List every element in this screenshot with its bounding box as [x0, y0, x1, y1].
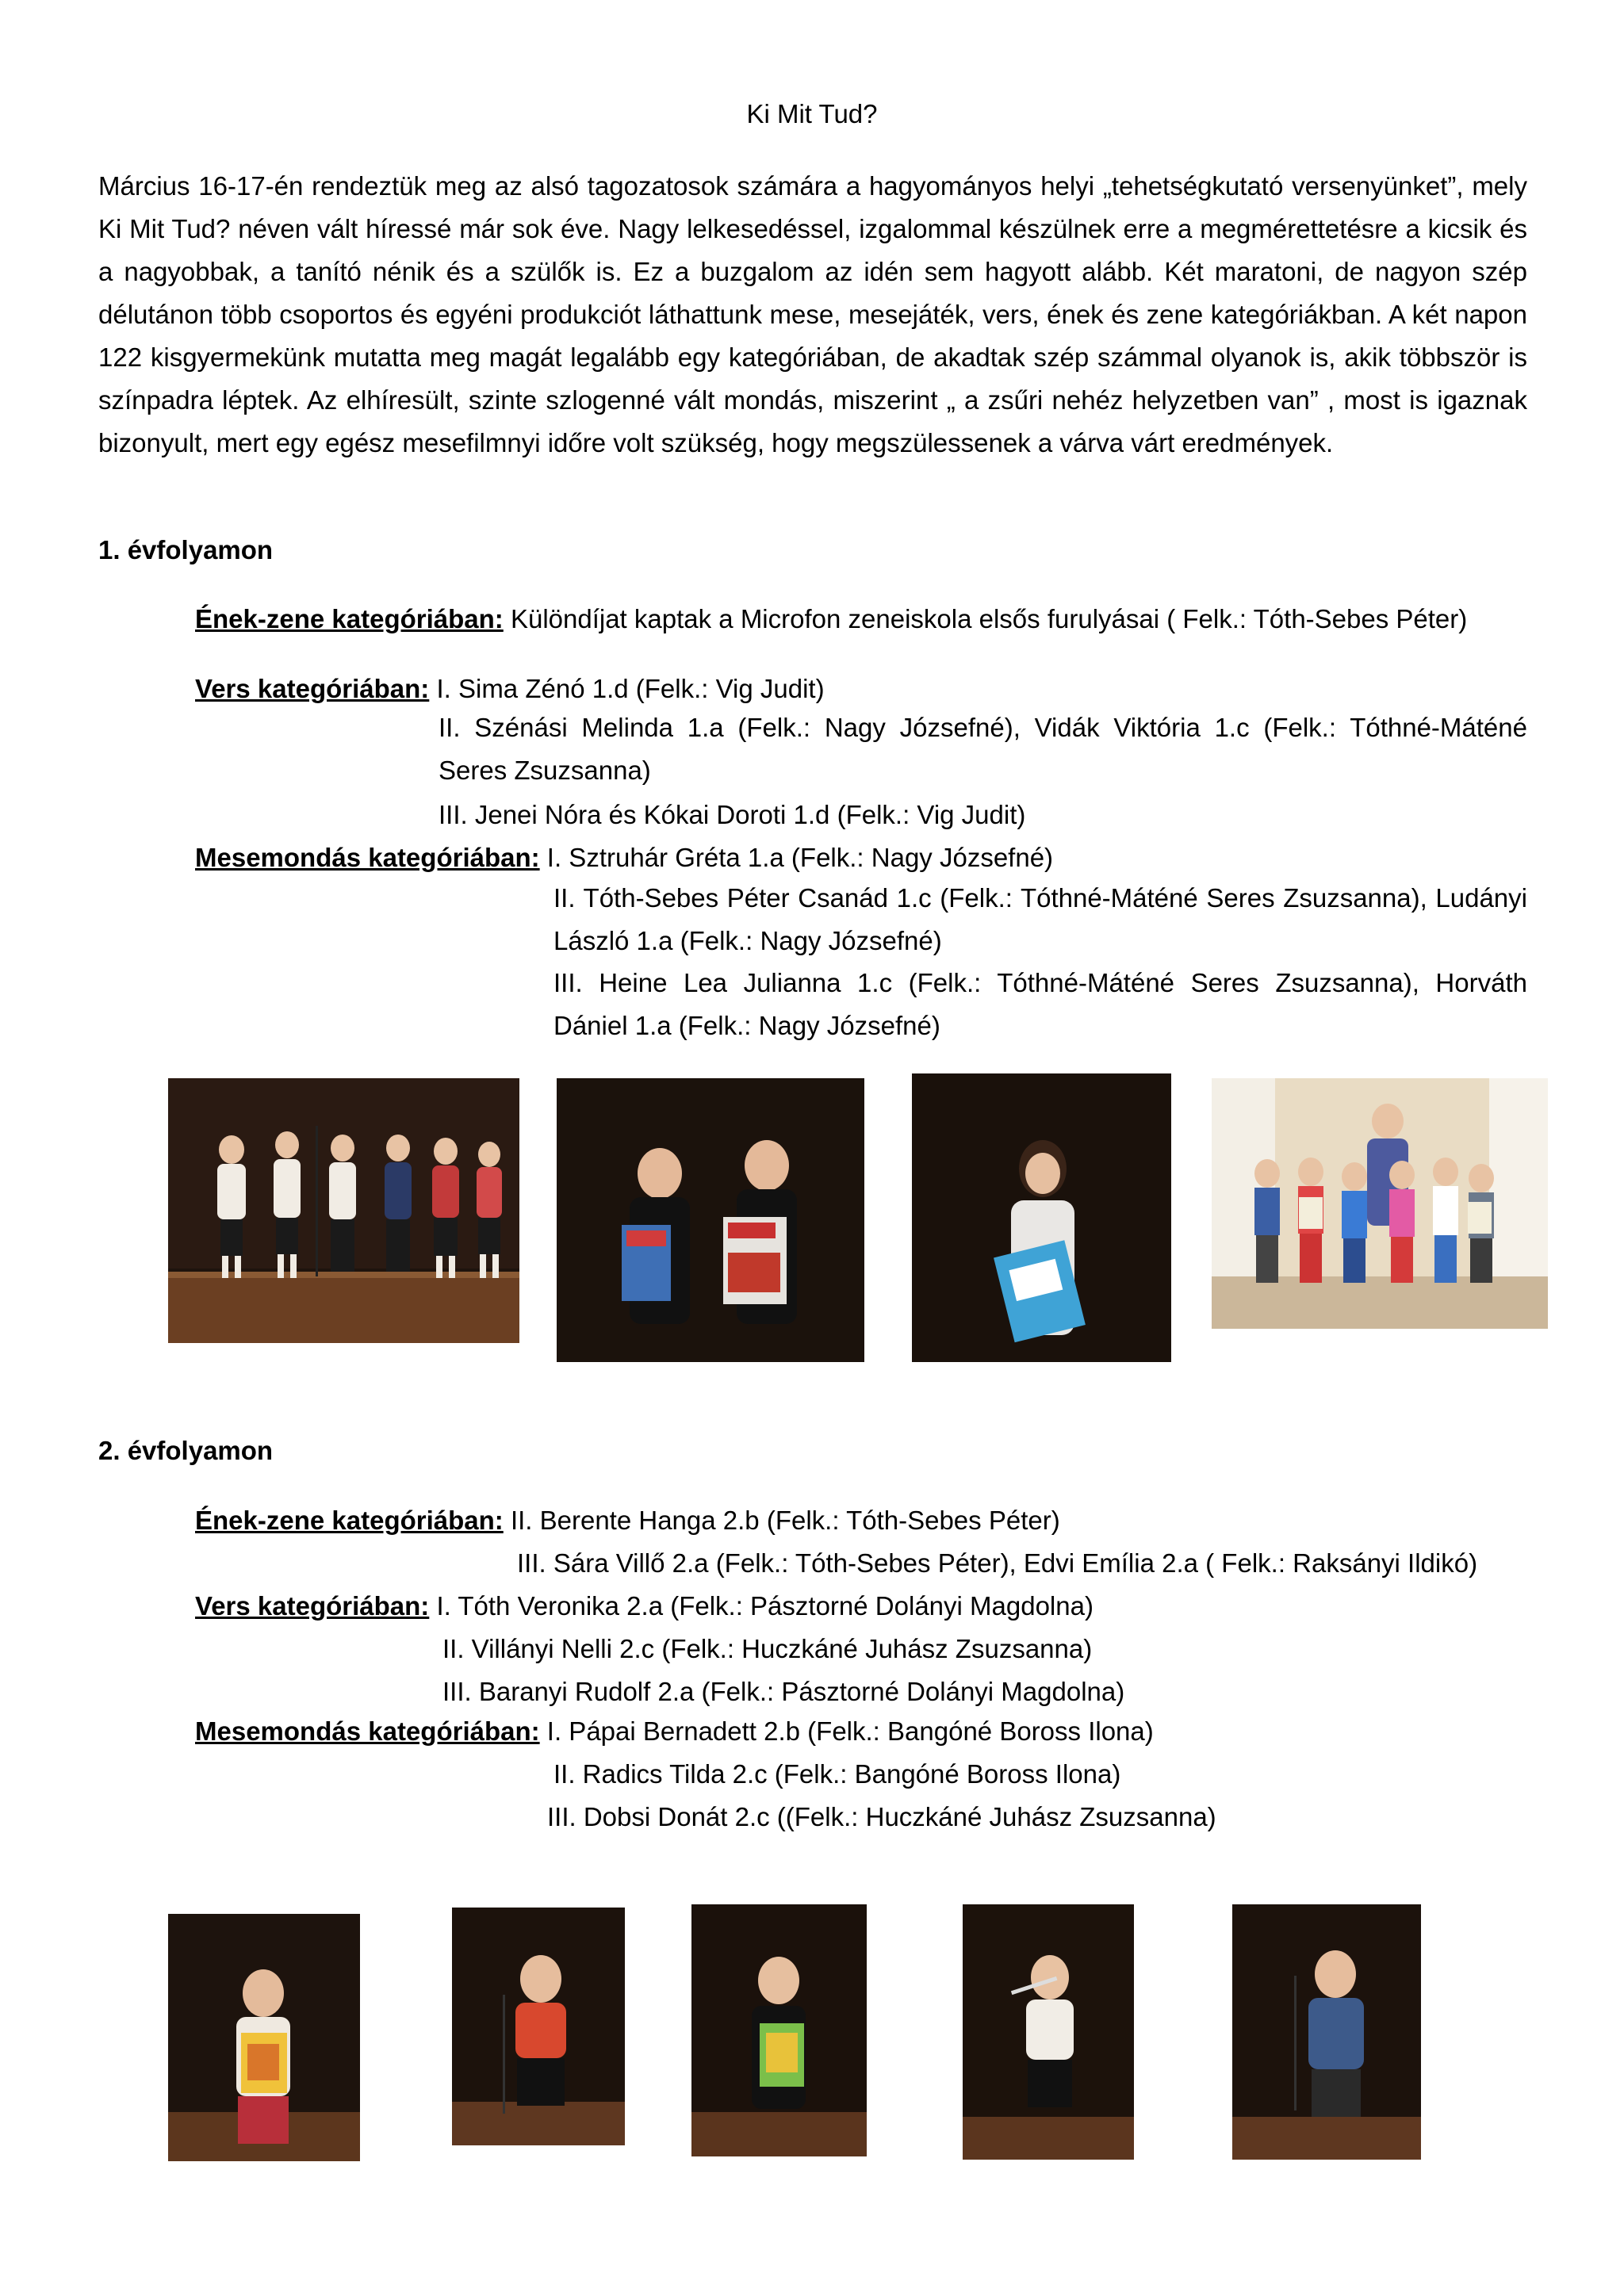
grade1-mese-3: III. Heine Lea Julianna 1.c (Felk.: Tóthné-Máténé Seres Zsuzsanna), Horváth Dániel 1.a (Felk.: Nagy Józsefné) — [553, 968, 1527, 1040]
grade2-enek-2: III. Sára Villő 2.a (Felk.: Tóth-Sebes Péter), Edvi Emília 2.a ( Felk.: Raksányi Ildikó) — [517, 1548, 1478, 1578]
grade1-enek-label: Ének-zene kategóriában: — [195, 604, 504, 633]
grade2-heading: 2. évfolyamon — [98, 1436, 274, 1465]
grade1-vers-1: I. Sima Zénó 1.d (Felk.: Vig Judit) — [436, 674, 825, 703]
grade1-mese-line — [195, 842, 1053, 874]
photo-girl-stage-book — [168, 1914, 360, 2161]
grade2-mese-2: II. Radics Tilda 2.c (Felk.: Bangóné Boross Ilona) — [553, 1759, 1121, 1789]
photo-two-boys-books — [557, 1078, 864, 1362]
photo-girl-microphone — [452, 1908, 625, 2145]
photo-classroom-group — [1212, 1078, 1548, 1329]
photo-girl-glasses-book — [691, 1904, 867, 2156]
grade2-enek-label: Ének-zene kategóriában: — [195, 1506, 504, 1535]
grade1-vers-3: III. Jenei Nóra és Kókai Doroti 1.d (Felk.: Vig Judit) — [439, 800, 1026, 829]
grade2-mese-line — [195, 1716, 1154, 1747]
grade1-mese-1: I. Sztruhár Gréta 1.a (Felk.: Nagy Józsefné) — [546, 843, 1054, 872]
grade1-mese-label: Mesemondás kategóriában: — [195, 843, 540, 872]
grade2-vers-label: Vers kategóriában: — [195, 1591, 430, 1621]
intro-paragraph: Március 16-17-én rendeztük meg az alsó tagozatosok számára a hagyományos helyi „tehetségkutató versenyünket”, mely Ki Mit Tud? néven vált híressé már sok éve. Nagy lelkesedéssel, izgalommal készülnek erre a megmérettetésre a kicsik és a nagyobbak, a tanító nénik és a szülők is. Ez a buzgalom az idén sem hagyott alább. Két maratoni, de nagyon szép délutánon több csoportos és egyéni produkciót láthattunk mese, mesejáték, vers, ének és zene kategóriákban. A két napon 122 kisgyermekünk mutatta meg magát legalább egy kategóriában, de akadtak szép számmal olyanok is, akik többször is színpadra léptek. Az elhíresült, szinte szlogenné vált mondás, miszerint „ a zsűri nehéz helyzetben van” , most is igaznak bizonyult, mert egy egész mesefilmnyi időre volt szükség, hogy megszülessenek a várva várt eredmények. — [98, 171, 1527, 457]
grade1-vers-label: Vers kategóriában: — [195, 674, 430, 703]
grade2-vers-3: III. Baranyi Rudolf 2.a (Felk.: Pásztorné Dolányi Magdolna) — [442, 1677, 1125, 1706]
grade1-heading: 1. évfolyamon — [98, 535, 274, 564]
photo-girl-flute — [963, 1904, 1134, 2160]
grade2-mese-3: III. Dobsi Donát 2.c ((Felk.: Huczkáné Juhász Zsuzsanna) — [547, 1802, 1216, 1831]
grade1-mese-2: II. Tóth-Sebes Péter Csanád 1.c (Felk.: Tóthné-Máténé Seres Zsuzsanna), Ludányi László 1.a (Felk.: Nagy Józsefné) — [553, 883, 1527, 955]
page-title: Ki Mit Tud? — [746, 99, 878, 128]
photo-girl-with-book — [912, 1073, 1171, 1362]
photo-recorder-group — [168, 1078, 519, 1343]
grade2-enek-1: II. Berente Hanga 2.b (Felk.: Tóth-Sebes Péter) — [510, 1506, 1060, 1535]
grade2-mese-1: I. Pápai Bernadett 2.b (Felk.: Bangóné Boross Ilona) — [546, 1716, 1154, 1746]
grade2-mese-label: Mesemondás kategóriában: — [195, 1716, 540, 1746]
photo-boy-microphone — [1232, 1904, 1421, 2160]
grade1-enek-text: Különdíjat kaptak a Microfon zeneiskola elsős furulyásai ( Felk.: Tóth-Sebes Péter) — [510, 604, 1468, 633]
grade1-vers-2: II. Szénási Melinda 1.a (Felk.: Nagy Józsefné), Vidák Viktória 1.c (Felk.: Tóthné-Máténé Seres Zsuzsanna) — [439, 713, 1527, 785]
grade1-vers-line — [195, 673, 825, 705]
grade2-vers-2: II. Villányi Nelli 2.c (Felk.: Huczkáné Juhász Zsuzsanna) — [442, 1634, 1093, 1663]
grade2-vers-1: I. Tóth Veronika 2.a (Felk.: Pásztorné Dolányi Magdolna) — [436, 1591, 1094, 1621]
grade2-enek-line — [195, 1505, 1060, 1536]
grade1-enek-line — [195, 603, 1467, 635]
grade2-vers-line — [195, 1590, 1094, 1622]
